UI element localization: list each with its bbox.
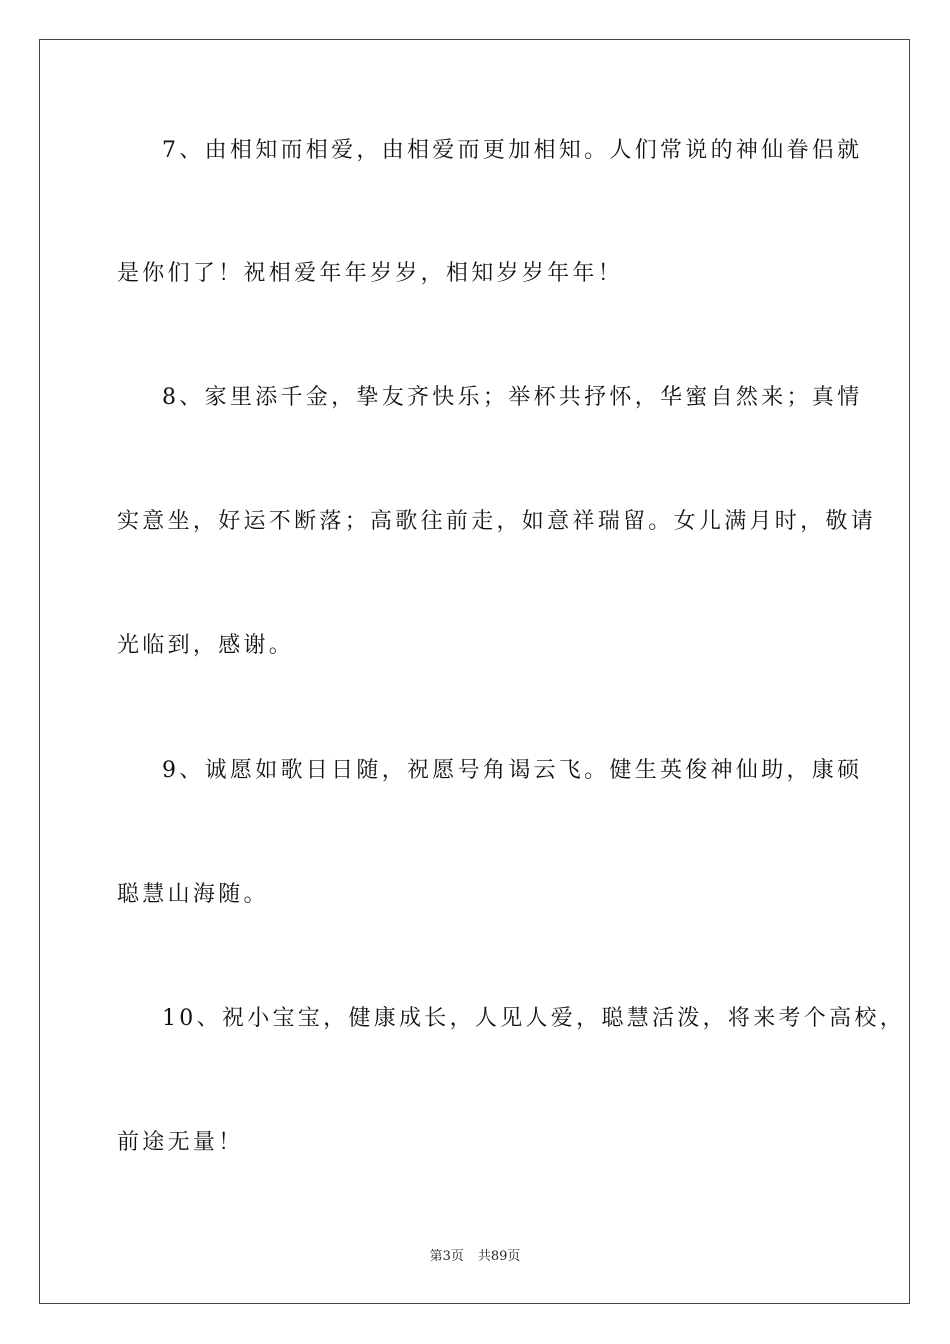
paragraph-10-line-2: 前途无量！ bbox=[117, 1130, 244, 1155]
paragraph-9-line-1: 9、诚愿如歌日日随，祝愿号角谒云飞。健生英俊神仙助，康硕 bbox=[162, 758, 863, 783]
page-footer bbox=[0, 1248, 950, 1266]
page-border bbox=[39, 39, 910, 1304]
page-number: 第3页 bbox=[429, 1249, 464, 1264]
paragraph-8-line-1: 8、家里添千金，挚友齐快乐；举杯共抒怀，华蜜自然来；真情 bbox=[162, 385, 863, 410]
paragraph-8-line-2: 实意坐，好运不断落；高歌往前走，如意祥瑞留。女儿满月时，敬请 bbox=[117, 509, 877, 534]
paragraph-7-line-1: 7、由相知而相爱，由相爱而更加相知。人们常说的神仙眷侣就 bbox=[162, 138, 863, 163]
paragraph-9-line-2: 聪慧山海随。 bbox=[117, 882, 269, 907]
page-total: 共89页 bbox=[477, 1249, 521, 1264]
paragraph-7-line-2: 是你们了！祝相爱年年岁岁，相知岁岁年年！ bbox=[117, 261, 624, 286]
paragraph-10-line-1: 10、祝小宝宝，健康成长，人见人爱，聪慧活泼，将来考个高校， bbox=[162, 1006, 905, 1031]
paragraph-8-line-3: 光临到，感谢。 bbox=[117, 633, 295, 658]
